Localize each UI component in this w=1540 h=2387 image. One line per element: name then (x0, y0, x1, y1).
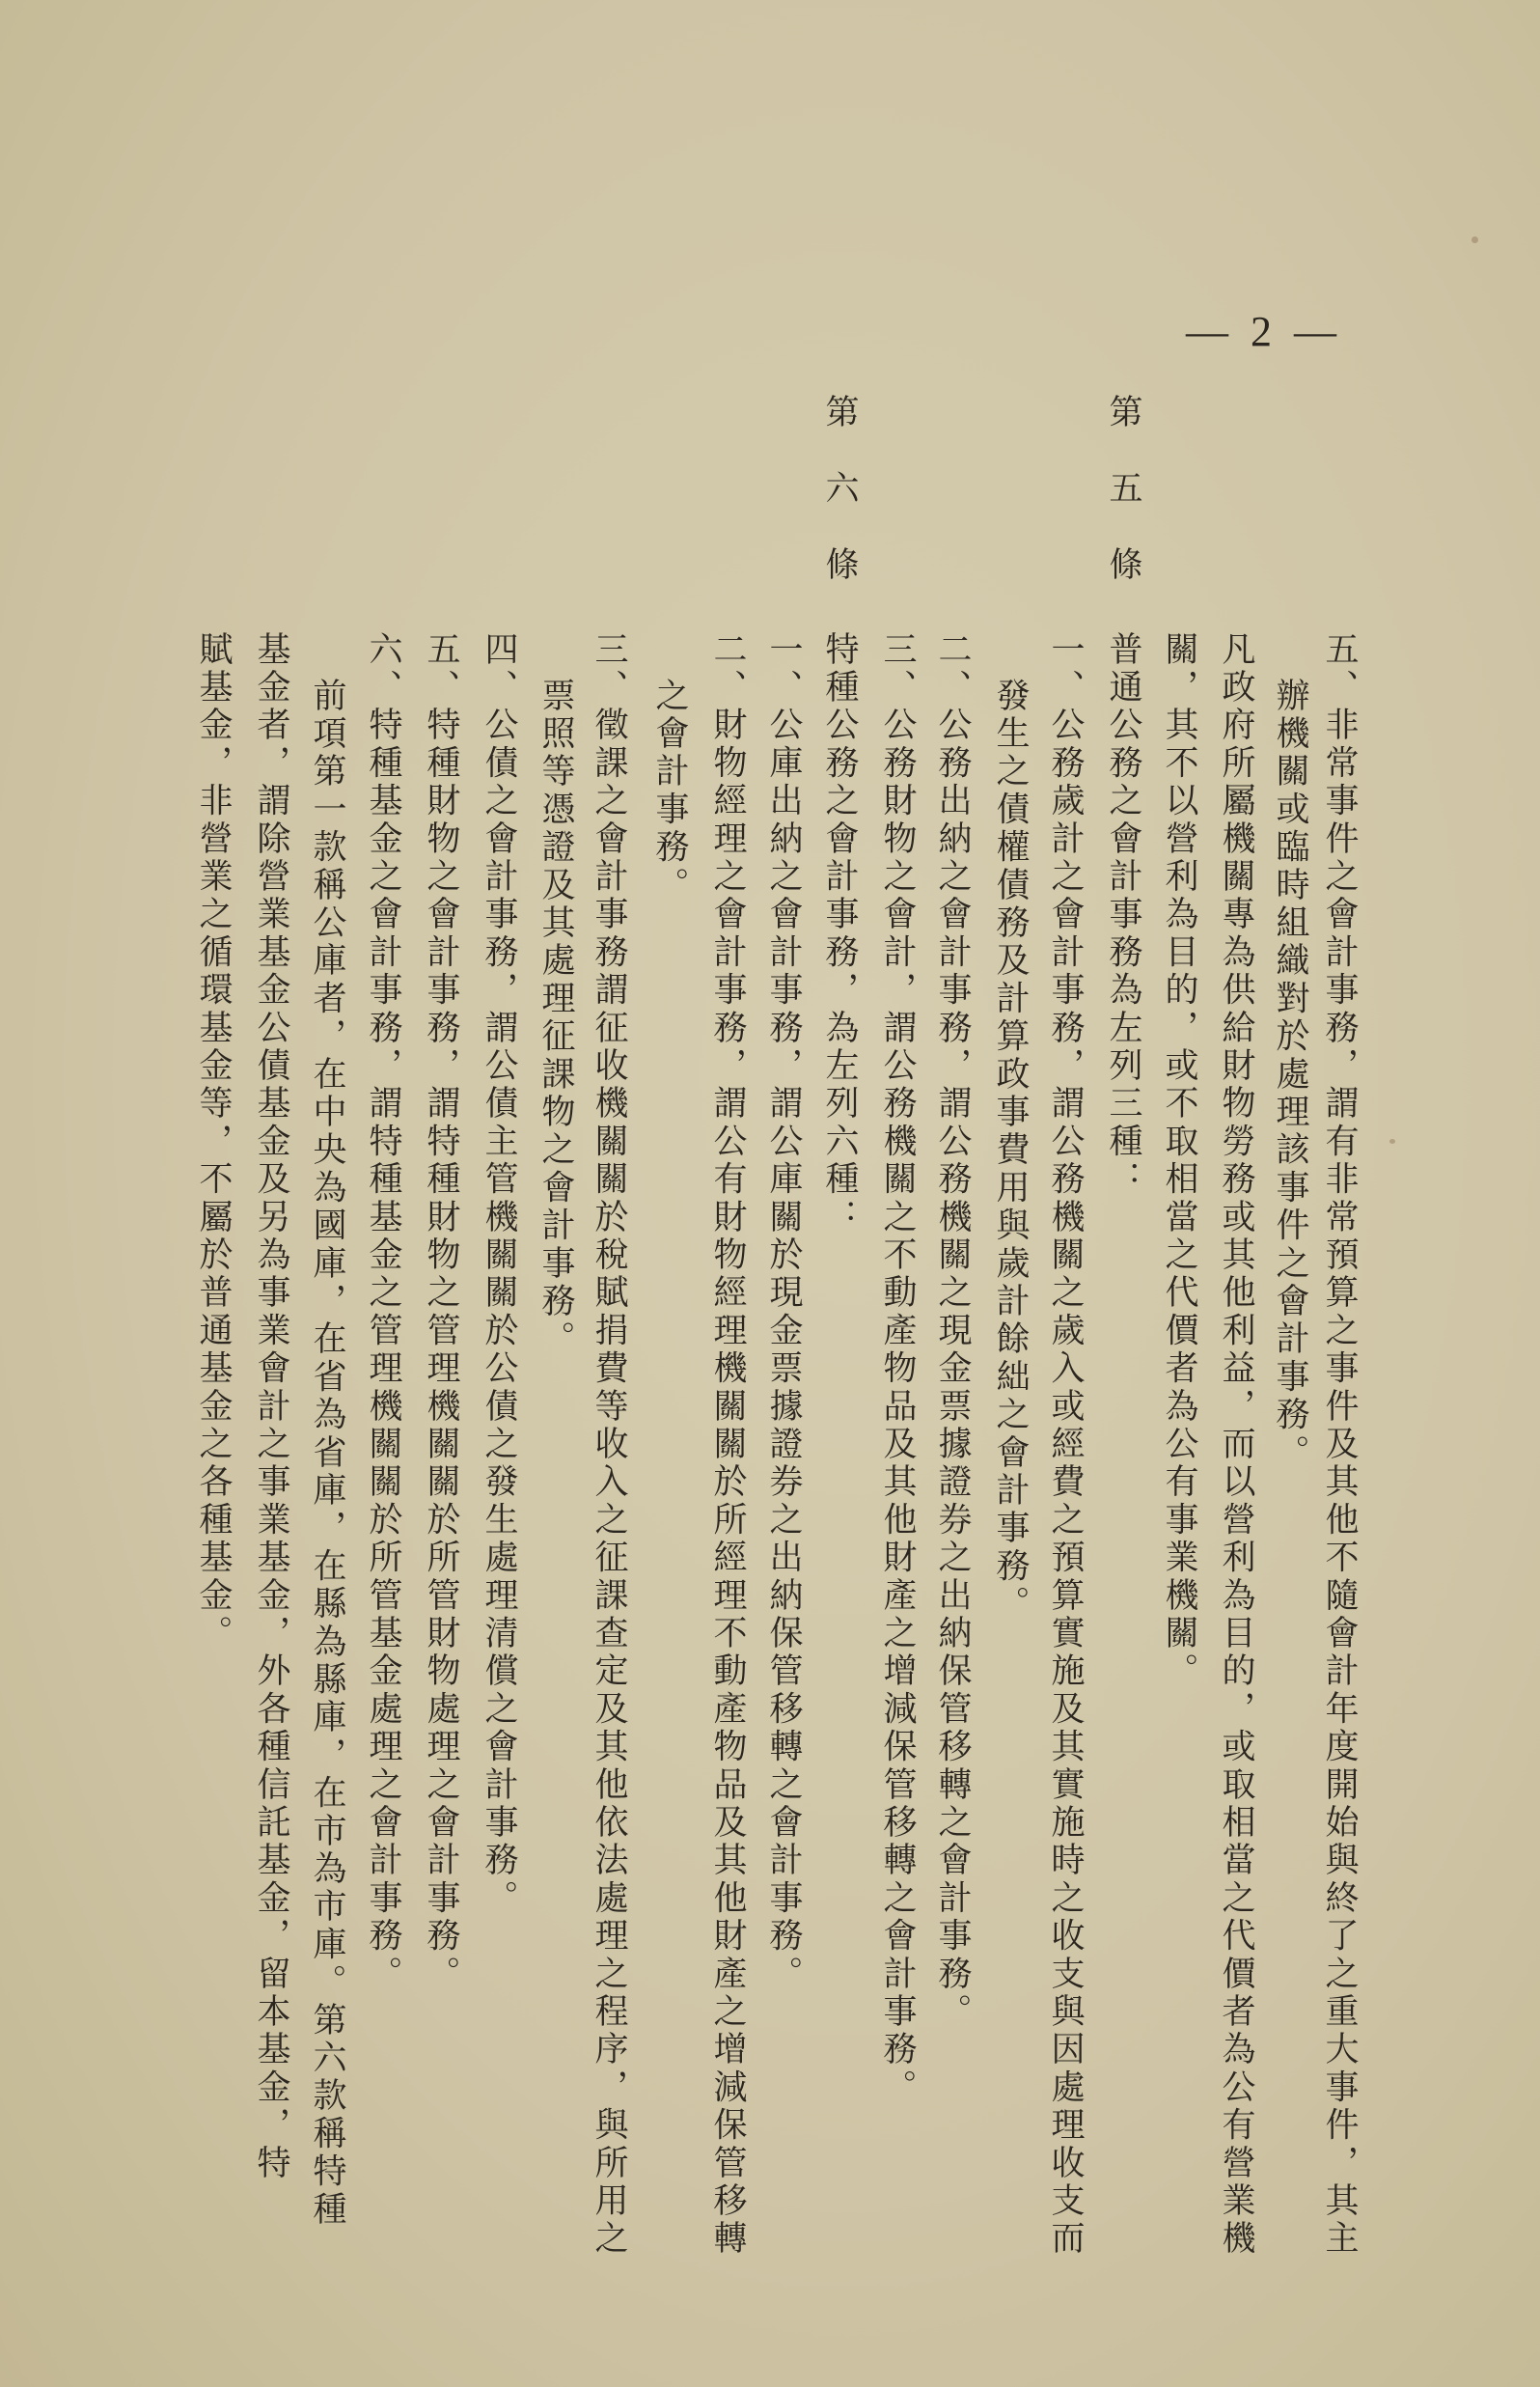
text-column: 特種公務之會計事務，為左列六種： (820, 631, 859, 1237)
text-column: 凡政府所屬機關專為供給財物勞務或其他利益，而以營利為目的，或取相當之代價者為公有營業機 (1217, 631, 1255, 2259)
text-column: 四、公債之會計事務，謂公債主管機關關於公債之發生處理清償之會計事務。 (480, 631, 518, 1918)
text-column: 基金者，謂除營業基金公債基金及另為事業會計之事業基金，外各種信託基金，留本基金，特 (252, 631, 290, 2183)
text-column: 一、公務歲計之會計事務，謂公務機關之歲入或經費之預算實施及其實施時之收支與因處理收支而 (1046, 631, 1085, 2259)
text-column: 票照等憑證及其處理征課物之會計事務。 (536, 678, 575, 1359)
text-column: 前項第一款稱公庫者，在中央為國庫，在省為省庫，在縣為縣庫，在市為市庫。第六款稱特種 (308, 678, 346, 2230)
text-column: 二、財物經理之會計事務，謂公有財物經理機關關於所經理不動產物品及其他財產之增減保管移轉 (708, 631, 747, 2259)
article-5-heading: 第五條 (1104, 394, 1142, 623)
paper-stain (1389, 1139, 1395, 1144)
text-column: 賦基金，非營業之循環基金等，不屬於普通基金之各種基金。 (194, 631, 233, 1653)
page-number: — 2 — (1186, 308, 1342, 355)
text-column: 六、特種基金之會計事務，謂特種基金之管理機關關於所管基金處理之會計事務。 (364, 631, 402, 1994)
text-column: 一、公庫出納之會計事務，謂公庫關於現金票據證券之出納保管移轉之會計事務。 (764, 631, 803, 1994)
text-column: 普通公務之會計事務為左列三種： (1104, 631, 1142, 1199)
text-column: 三、公務財物之會計，謂公務機關之不動產物品及其他財產之增減保管移轉之會計事務。 (878, 631, 917, 2107)
text-column: 五、非常事件之會計事務，謂有非常預算之事件及其他不隨會計年度開始與終了之重大事件，其主 (1320, 631, 1359, 2259)
text-column: 發生之債權債務及計算政事費用與歲計餘絀之會計事務。 (991, 678, 1030, 1624)
text-column: 五、特種財物之會計事務，謂特種財物之管理機關關於所管財物處理之會計事務。 (422, 631, 460, 1994)
paper-stain (1471, 236, 1478, 243)
text-column: 二、公務出納之會計事務，謂公務機關之現金票據證券之出納保管移轉之會計事務。 (933, 631, 972, 2032)
article-6-heading: 第六條 (820, 394, 859, 623)
text-column: 辦機關或臨時組織對於處理該事件之會計事務。 (1271, 678, 1309, 1473)
text-column: 之會計事務。 (650, 678, 689, 905)
text-column: 關，其不以營利為目的，或不取相當之代價者為公有事業機關。 (1160, 631, 1198, 1691)
text-column: 三、徵課之會計事務謂征收機關關於稅賦捐費等收入之征課查定及其他依法處理之程序，與所用之 (590, 631, 628, 2259)
